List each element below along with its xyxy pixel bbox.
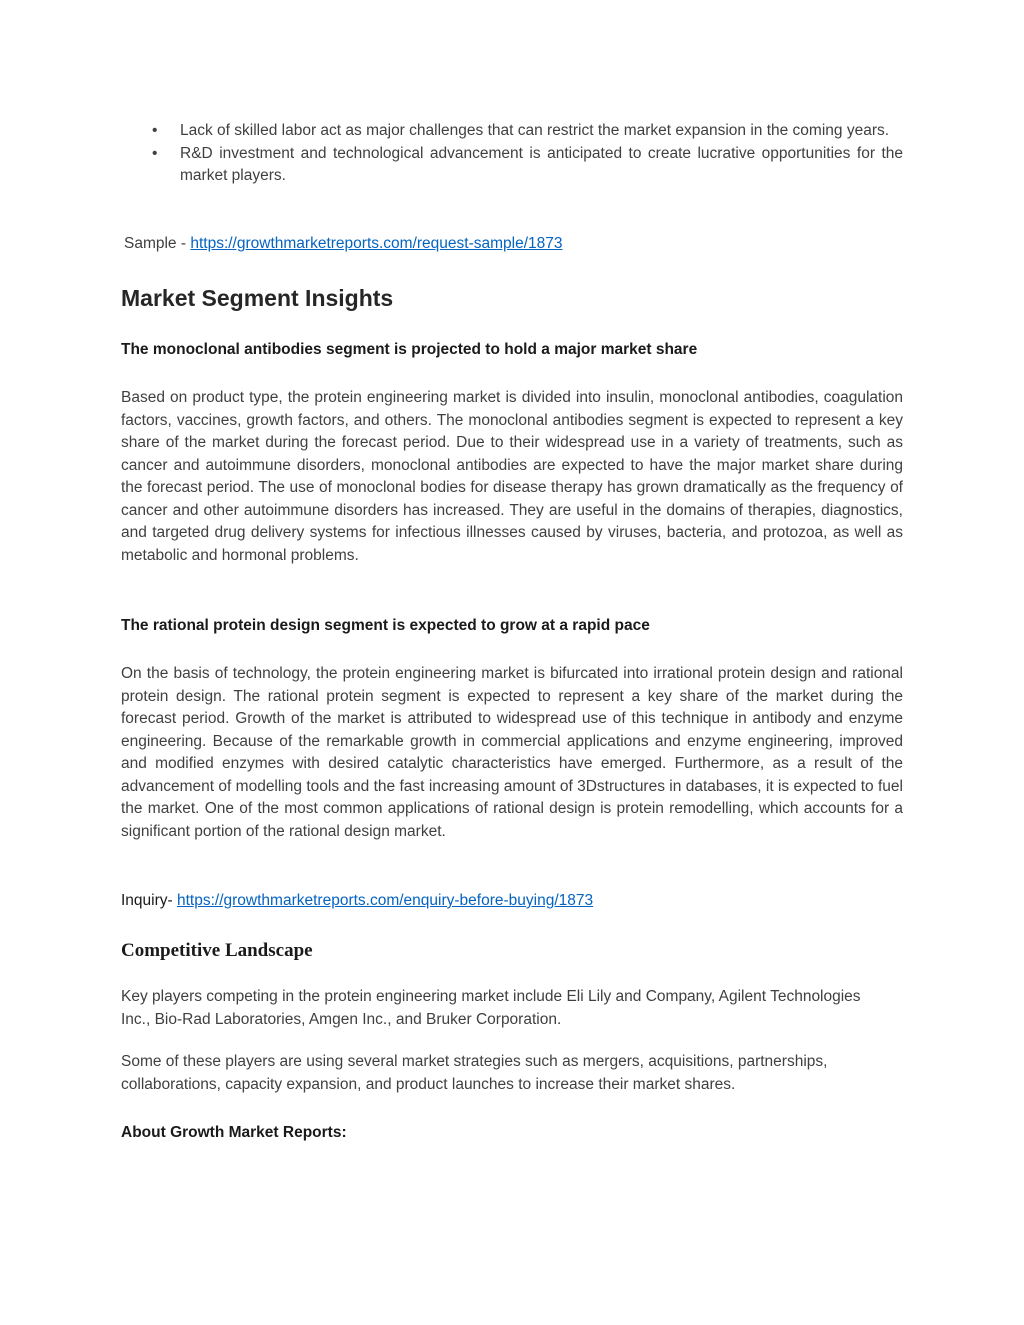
list-item	[121, 120, 903, 143]
inquiry-link[interactable]: https://growthmarketreports.com/enquiry-before-buying/1873	[177, 892, 594, 909]
bullet-icon: •	[152, 144, 158, 162]
about-heading: About Growth Market Reports:	[121, 1124, 347, 1141]
challenges-bullet-list	[121, 120, 903, 188]
product-type-paragraph: Based on product type, the protein engineering market is divided into insulin, monoclonal antibodies, coagulation factors, vaccines, growth factors, and others. The monoclonal antibodies segment is expected to represent a key share of the market during the forecast period. Due to their widespread use in a variety of treatments, such as cancer and autoimmune disorders, monoclonal antibodies are expected to have the major market share during the forecast period. The use of monoclonal bodies for disease therapy has grown dramatically as the frequency of cancer and other autoimmune disorders has increased. They are useful in the domains of therapies, diagnostics, and targeted drug delivery systems for infectious illnesses caused by viruses, bacteria, and protozoa, as well as metabolic and hormonal problems.	[121, 389, 903, 564]
technology-paragraph: On the basis of technology, the protein engineering market is bifurcated into irrational protein design and rational protein design. The rational protein segment is expected to represent a key share of the market during the forecast period. Growth of the market is attributed to widespread use of this technique in antibody and enzyme engineering. Because of the remarkable growth in commercial applications and enzyme engineering, improved and modified enzymes with desired catalytic characteristics have emerged. Furthermore, as a result of the advancement of modelling tools and the fast increasing amount of 3Dstructures in databases, it is expected to fuel the market. One of the most common applications of rational design is protein remodelling, which accounts for a significant portion of the rational design market.	[121, 665, 903, 840]
inquiry-line	[121, 890, 593, 913]
inquiry-label: Inquiry-	[121, 892, 177, 909]
sample-line	[124, 233, 563, 256]
monoclonal-subheading: The monoclonal antibodies segment is projected to hold a major market share	[121, 341, 698, 358]
competitive-landscape-heading: Competitive Landscape	[121, 940, 313, 961]
rational-design-subheading: The rational protein design segment is expected to grow at a rapid pace	[121, 617, 650, 634]
key-players-paragraph: Key players competing in the protein engineering market include Eli Lily and Company, Agilent Technologies Inc., Bio-Rad Laboratories, Amgen Inc., and Bruker Corporation.	[121, 988, 861, 1028]
bullet-text: Lack of skilled labor act as major challenges that can restrict the market expansion in the coming years.	[180, 122, 890, 139]
list-item	[121, 143, 903, 188]
bullet-text: R&D investment and technological advancement is anticipated to create lucrative opportunities for the market players.	[180, 144, 903, 184]
market-segment-heading: Market Segment Insights	[121, 285, 394, 311]
sample-link[interactable]: https://growthmarketreports.com/request-sample/1873	[190, 235, 563, 252]
strategies-paragraph: Some of these players are using several market strategies such as mergers, acquisitions, partnerships, collaborations, capacity expansion, and product launches to increase their market shares.	[121, 1053, 828, 1093]
bullet-icon: •	[152, 122, 158, 139]
sample-label: Sample -	[124, 235, 191, 252]
